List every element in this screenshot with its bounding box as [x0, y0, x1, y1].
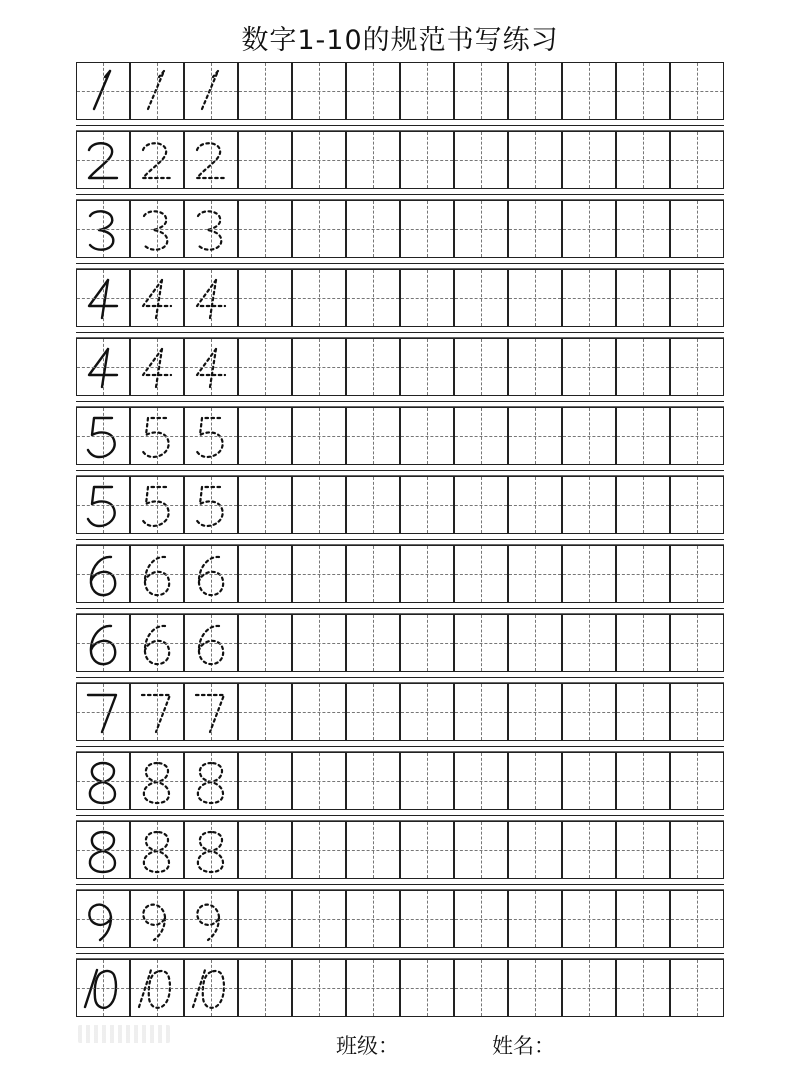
blank-practice-cell — [562, 683, 616, 741]
model-cell — [76, 821, 130, 879]
blank-practice-cell — [670, 407, 724, 465]
blank-practice-cell — [346, 821, 400, 879]
blank-practice-cell — [670, 821, 724, 879]
traced-digit-icon — [185, 893, 239, 947]
practice-row — [76, 821, 724, 879]
traced-digit-icon — [131, 617, 185, 671]
blank-practice-cell — [562, 269, 616, 327]
blank-practice-cell — [454, 476, 508, 534]
practice-row — [76, 407, 724, 465]
model-cell — [76, 338, 130, 396]
blank-practice-cell — [346, 545, 400, 603]
blank-practice-cell — [238, 959, 292, 1017]
blank-practice-cell — [670, 131, 724, 189]
model-digit-icon — [77, 272, 131, 326]
blank-practice-cell — [454, 62, 508, 120]
blank-practice-cell — [508, 614, 562, 672]
traced-digit-icon — [185, 548, 239, 602]
model-cell — [76, 752, 130, 810]
practice-row — [76, 200, 724, 258]
blank-practice-cell — [454, 752, 508, 810]
blank-practice-cell — [292, 821, 346, 879]
blank-practice-cell — [292, 890, 346, 948]
blank-practice-cell — [670, 614, 724, 672]
row-separator-line — [76, 332, 724, 333]
model-cell — [76, 200, 130, 258]
traced-digit-icon — [131, 962, 185, 1016]
blank-practice-cell — [670, 959, 724, 1017]
row-separator-line — [76, 470, 724, 471]
blank-practice-cell — [346, 890, 400, 948]
traced-digit-icon — [131, 203, 185, 257]
model-cell — [76, 683, 130, 741]
blank-practice-cell — [616, 269, 670, 327]
practice-row — [76, 545, 724, 603]
blank-practice-cell — [400, 752, 454, 810]
row-separator-line — [76, 401, 724, 402]
trace-cell — [184, 338, 238, 396]
trace-cell — [184, 62, 238, 120]
practice-row — [76, 959, 724, 1017]
worksheet-title: 数字1-10的规范书写练习 — [241, 25, 559, 56]
model-cell — [76, 407, 130, 465]
blank-practice-cell — [454, 683, 508, 741]
blank-practice-cell — [670, 62, 724, 120]
traced-digit-icon — [185, 755, 239, 809]
blank-practice-cell — [616, 200, 670, 258]
row-separator-line — [76, 884, 724, 885]
blank-practice-cell — [670, 269, 724, 327]
trace-cell — [184, 407, 238, 465]
blank-practice-cell — [508, 683, 562, 741]
blank-practice-cell — [562, 338, 616, 396]
traced-digit-icon — [185, 410, 239, 464]
blank-practice-cell — [508, 890, 562, 948]
model-digit-icon — [77, 479, 131, 533]
trace-cell — [130, 821, 184, 879]
blank-practice-cell — [292, 683, 346, 741]
model-digit-icon — [77, 755, 131, 809]
traced-digit-icon — [131, 548, 185, 602]
traced-digit-icon — [131, 65, 185, 119]
row-separator-line — [76, 539, 724, 540]
model-digit-icon — [77, 65, 131, 119]
blank-practice-cell — [670, 476, 724, 534]
blank-practice-cell — [238, 545, 292, 603]
blank-practice-cell — [670, 545, 724, 603]
blank-practice-cell — [238, 269, 292, 327]
blank-practice-cell — [454, 545, 508, 603]
watermark-logo — [78, 1025, 170, 1043]
blank-practice-cell — [454, 338, 508, 396]
blank-practice-cell — [562, 752, 616, 810]
name-label: 姓名： — [492, 1034, 555, 1058]
model-digit-icon — [77, 686, 131, 740]
practice-row — [76, 131, 724, 189]
blank-practice-cell — [670, 200, 724, 258]
traced-digit-icon — [131, 272, 185, 326]
model-cell — [76, 614, 130, 672]
blank-practice-cell — [616, 545, 670, 603]
traced-digit-icon — [185, 65, 239, 119]
practice-row — [76, 269, 724, 327]
blank-practice-cell — [562, 476, 616, 534]
practice-row — [76, 614, 724, 672]
trace-cell — [130, 890, 184, 948]
blank-practice-cell — [346, 614, 400, 672]
blank-practice-cell — [562, 131, 616, 189]
blank-practice-cell — [346, 338, 400, 396]
row-separator-line — [76, 953, 724, 954]
blank-practice-cell — [616, 131, 670, 189]
trace-cell — [130, 476, 184, 534]
blank-practice-cell — [562, 614, 616, 672]
blank-practice-cell — [400, 545, 454, 603]
blank-practice-cell — [562, 407, 616, 465]
blank-practice-cell — [292, 752, 346, 810]
blank-practice-cell — [616, 476, 670, 534]
blank-practice-cell — [508, 269, 562, 327]
trace-cell — [184, 614, 238, 672]
blank-practice-cell — [616, 683, 670, 741]
model-digit-icon — [77, 134, 131, 188]
practice-row — [76, 62, 724, 120]
blank-practice-cell — [292, 338, 346, 396]
blank-practice-cell — [616, 338, 670, 396]
row-separator-line — [76, 746, 724, 747]
blank-practice-cell — [400, 200, 454, 258]
traced-digit-icon — [131, 686, 185, 740]
trace-cell — [184, 200, 238, 258]
blank-practice-cell — [238, 476, 292, 534]
blank-practice-cell — [454, 614, 508, 672]
traced-digit-icon — [185, 272, 239, 326]
trace-cell — [184, 683, 238, 741]
blank-practice-cell — [508, 476, 562, 534]
trace-cell — [184, 131, 238, 189]
blank-practice-cell — [400, 959, 454, 1017]
row-separator-line — [76, 815, 724, 816]
trace-cell — [184, 752, 238, 810]
trace-cell — [184, 821, 238, 879]
model-cell — [76, 959, 130, 1017]
blank-practice-cell — [346, 683, 400, 741]
traced-digit-icon — [185, 134, 239, 188]
row-separator-line — [76, 677, 724, 678]
blank-practice-cell — [400, 890, 454, 948]
row-separator-line — [76, 263, 724, 264]
blank-practice-cell — [400, 269, 454, 327]
model-digit-icon — [77, 824, 131, 878]
model-digit-icon — [77, 203, 131, 257]
trace-cell — [130, 200, 184, 258]
trace-cell — [130, 62, 184, 120]
trace-cell — [130, 338, 184, 396]
traced-digit-icon — [131, 893, 185, 947]
traced-digit-icon — [185, 962, 239, 1016]
traced-digit-icon — [131, 755, 185, 809]
blank-practice-cell — [616, 890, 670, 948]
model-digit-icon — [77, 962, 131, 1016]
blank-practice-cell — [400, 683, 454, 741]
traced-digit-icon — [185, 686, 239, 740]
practice-row — [76, 338, 724, 396]
blank-practice-cell — [400, 338, 454, 396]
traced-digit-icon — [185, 479, 239, 533]
trace-cell — [130, 752, 184, 810]
blank-practice-cell — [454, 821, 508, 879]
trace-cell — [130, 683, 184, 741]
practice-row — [76, 476, 724, 534]
blank-practice-cell — [454, 200, 508, 258]
blank-practice-cell — [508, 752, 562, 810]
trace-cell — [184, 269, 238, 327]
traced-digit-icon — [131, 824, 185, 878]
blank-practice-cell — [454, 131, 508, 189]
model-cell — [76, 890, 130, 948]
row-separator-line — [76, 125, 724, 126]
row-separator-line — [76, 194, 724, 195]
blank-practice-cell — [400, 614, 454, 672]
trace-cell — [130, 545, 184, 603]
blank-practice-cell — [400, 131, 454, 189]
blank-practice-cell — [238, 821, 292, 879]
trace-cell — [130, 131, 184, 189]
blank-practice-cell — [508, 338, 562, 396]
blank-practice-cell — [508, 407, 562, 465]
blank-practice-cell — [508, 821, 562, 879]
blank-practice-cell — [292, 614, 346, 672]
blank-practice-cell — [292, 62, 346, 120]
blank-practice-cell — [616, 752, 670, 810]
traced-digit-icon — [131, 410, 185, 464]
practice-row — [76, 890, 724, 948]
blank-practice-cell — [238, 131, 292, 189]
trace-cell — [184, 545, 238, 603]
blank-practice-cell — [562, 821, 616, 879]
model-digit-icon — [77, 341, 131, 395]
blank-practice-cell — [562, 545, 616, 603]
blank-practice-cell — [508, 959, 562, 1017]
blank-practice-cell — [346, 959, 400, 1017]
blank-practice-cell — [670, 683, 724, 741]
blank-practice-cell — [346, 62, 400, 120]
row-separator-line — [76, 608, 724, 609]
blank-practice-cell — [400, 476, 454, 534]
traced-digit-icon — [131, 479, 185, 533]
blank-practice-cell — [508, 131, 562, 189]
trace-cell — [130, 269, 184, 327]
blank-practice-cell — [346, 476, 400, 534]
blank-practice-cell — [616, 821, 670, 879]
blank-practice-cell — [454, 890, 508, 948]
trace-cell — [130, 959, 184, 1017]
trace-cell — [184, 890, 238, 948]
blank-practice-cell — [346, 200, 400, 258]
blank-practice-cell — [292, 959, 346, 1017]
blank-practice-cell — [454, 407, 508, 465]
blank-practice-cell — [562, 890, 616, 948]
practice-sheet — [76, 62, 724, 1022]
blank-practice-cell — [454, 269, 508, 327]
blank-practice-cell — [400, 407, 454, 465]
blank-practice-cell — [508, 545, 562, 603]
traced-digit-icon — [131, 341, 185, 395]
blank-practice-cell — [400, 62, 454, 120]
class-label: 班级： — [336, 1034, 399, 1058]
blank-practice-cell — [454, 959, 508, 1017]
blank-practice-cell — [562, 200, 616, 258]
blank-practice-cell — [670, 752, 724, 810]
blank-practice-cell — [346, 131, 400, 189]
blank-practice-cell — [238, 338, 292, 396]
blank-practice-cell — [238, 683, 292, 741]
blank-practice-cell — [616, 407, 670, 465]
trace-cell — [184, 959, 238, 1017]
model-cell — [76, 62, 130, 120]
blank-practice-cell — [670, 890, 724, 948]
practice-row — [76, 683, 724, 741]
blank-practice-cell — [292, 407, 346, 465]
blank-practice-cell — [292, 545, 346, 603]
model-digit-icon — [77, 617, 131, 671]
blank-practice-cell — [292, 131, 346, 189]
blank-practice-cell — [346, 752, 400, 810]
model-digit-icon — [77, 893, 131, 947]
traced-digit-icon — [185, 203, 239, 257]
blank-practice-cell — [238, 200, 292, 258]
model-cell — [76, 131, 130, 189]
blank-practice-cell — [238, 890, 292, 948]
blank-practice-cell — [508, 200, 562, 258]
model-cell — [76, 269, 130, 327]
blank-practice-cell — [292, 200, 346, 258]
blank-practice-cell — [562, 959, 616, 1017]
traced-digit-icon — [185, 341, 239, 395]
blank-practice-cell — [562, 62, 616, 120]
blank-practice-cell — [238, 614, 292, 672]
blank-practice-cell — [616, 614, 670, 672]
traced-digit-icon — [185, 617, 239, 671]
trace-cell — [130, 614, 184, 672]
blank-practice-cell — [670, 338, 724, 396]
blank-practice-cell — [508, 62, 562, 120]
blank-practice-cell — [292, 269, 346, 327]
practice-row — [76, 752, 724, 810]
traced-digit-icon — [131, 134, 185, 188]
blank-practice-cell — [238, 407, 292, 465]
trace-cell — [130, 407, 184, 465]
blank-practice-cell — [616, 959, 670, 1017]
blank-practice-cell — [400, 821, 454, 879]
blank-practice-cell — [238, 62, 292, 120]
model-digit-icon — [77, 548, 131, 602]
model-cell — [76, 545, 130, 603]
model-digit-icon — [77, 410, 131, 464]
blank-practice-cell — [238, 752, 292, 810]
blank-practice-cell — [616, 62, 670, 120]
blank-practice-cell — [292, 476, 346, 534]
trace-cell — [184, 476, 238, 534]
blank-practice-cell — [346, 269, 400, 327]
traced-digit-icon — [185, 824, 239, 878]
blank-practice-cell — [346, 407, 400, 465]
model-cell — [76, 476, 130, 534]
